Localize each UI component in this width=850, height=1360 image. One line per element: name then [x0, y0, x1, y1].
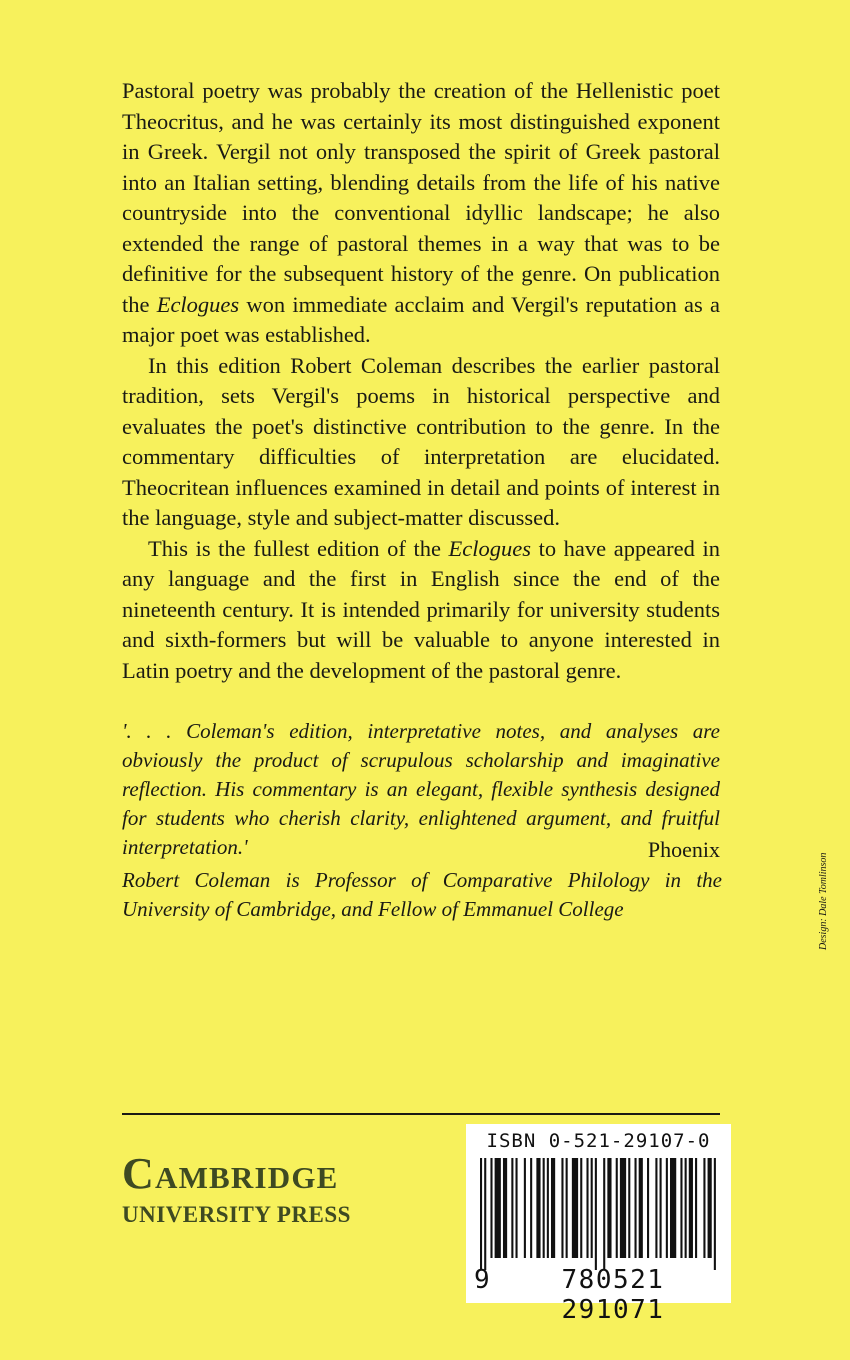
barcode-icon: [480, 1158, 718, 1270]
title-eclogues: Eclogues: [156, 291, 240, 317]
barcode-bar: [685, 1158, 687, 1258]
barcode-bar: [703, 1158, 705, 1258]
barcode-bar: [480, 1158, 482, 1270]
barcode-bar: [655, 1158, 657, 1258]
barcode-bar: [708, 1158, 712, 1258]
barcode-bar: [572, 1158, 578, 1258]
blurb-text: [122, 76, 720, 686]
barcode-bar: [616, 1158, 618, 1258]
isbn-text: ISBN 0-521-29107-0: [486, 1130, 711, 1152]
barcode-bar: [586, 1158, 588, 1258]
barcode-bar: [543, 1158, 545, 1258]
publisher-subtitle: UNIVERSITY PRESS: [122, 1202, 351, 1227]
barcode-bar: [551, 1158, 555, 1258]
barcode-bar: [561, 1158, 563, 1258]
barcode-bar: [503, 1158, 507, 1258]
barcode-bar: [490, 1158, 492, 1258]
barcode-bar: [689, 1158, 693, 1258]
barcode-bar: [695, 1158, 697, 1258]
barcode-bar: [484, 1158, 486, 1270]
barcode-bar: [607, 1158, 611, 1258]
barcode-bar: [595, 1158, 597, 1270]
barcode-bar: [647, 1158, 649, 1258]
barcode-bar: [591, 1158, 593, 1258]
barcode-bar: [547, 1158, 549, 1258]
barcode-bar: [714, 1158, 716, 1270]
barcode-bar: [603, 1158, 605, 1270]
barcode-bar: [639, 1158, 643, 1258]
blurb-paragraph-1: Pastoral poetry was probably the creation of the Hellenistic poet Theocritus, and he was certainly its most distinguished exponent in Greek. Vergil not only transposed the spirit of Greek pastoral into an Italian setting, blending details from the life of his native countryside into the conventional idyllic landscape; he also extended the range of pastoral themes in a way that was to be definitive for the subsequent history of the genre. On publication the Eclogues won immediate acclaim and Vergil's reputation as a major poet was established.: [122, 78, 720, 347]
barcode-bar: [524, 1158, 526, 1258]
barcode-bar: [580, 1158, 582, 1258]
divider-rule: [122, 1113, 720, 1115]
barcode-bar: [634, 1158, 636, 1258]
ean-digits: 780521 291071: [561, 1265, 665, 1325]
blurb-paragraph-2: In this edition Robert Coleman describes the earlier pastoral tradition, sets Vergil's poems in historical perspective and evaluates the poet's distinctive contribution to the genre. In the commentary difficulties of interpretation are elucidated. Theocritean influences examined in detail and points of interest in the language, style and subject-matter discussed.: [122, 352, 720, 530]
barcode-label: [466, 1124, 731, 1325]
blurb-paragraph-3: This is the fullest edition of the Eclogues to have appeared in any language and the first in English since the end of the nineteenth century. It is intended primarily for university students and sixth-formers but will be valuable to anyone interested in Latin poetry and the development of the pastoral genre.: [122, 535, 720, 683]
barcode-bar: [628, 1158, 630, 1258]
design-credit: Design: Dale Tomlinson: [818, 852, 829, 950]
publisher-name: Cambridge: [122, 1149, 339, 1198]
barcode-bar: [511, 1158, 513, 1258]
barcode-bar: [495, 1158, 501, 1258]
barcode-bar: [536, 1158, 540, 1258]
author-bio: Robert Coleman is Professor of Comparative Philology in the University of Cambridge, and Fellow of Emmanuel College: [122, 868, 722, 921]
barcode-bar: [620, 1158, 626, 1258]
barcode-bar: [660, 1158, 662, 1258]
review-quote: '. . . Coleman's edition, interpretative notes, and analyses are obviously the product of scrupulous scholarship and imaginative reflection. His commentary is an elegant, flexible synthesis designed for students who cherish clarity, enlightened argument, and fruitful interpretation.': [122, 719, 720, 859]
publisher-logo: [122, 1150, 412, 1230]
review-source: Phoenix: [647, 837, 720, 862]
title-eclogues: Eclogues: [448, 535, 531, 561]
barcode-bar: [680, 1158, 682, 1258]
ean-first-digit: 9: [474, 1265, 490, 1295]
barcode-bar: [666, 1158, 668, 1258]
barcode-bar: [530, 1158, 532, 1258]
barcode-bar: [566, 1158, 568, 1258]
barcode-bar: [670, 1158, 676, 1258]
barcode-bar: [515, 1158, 517, 1258]
